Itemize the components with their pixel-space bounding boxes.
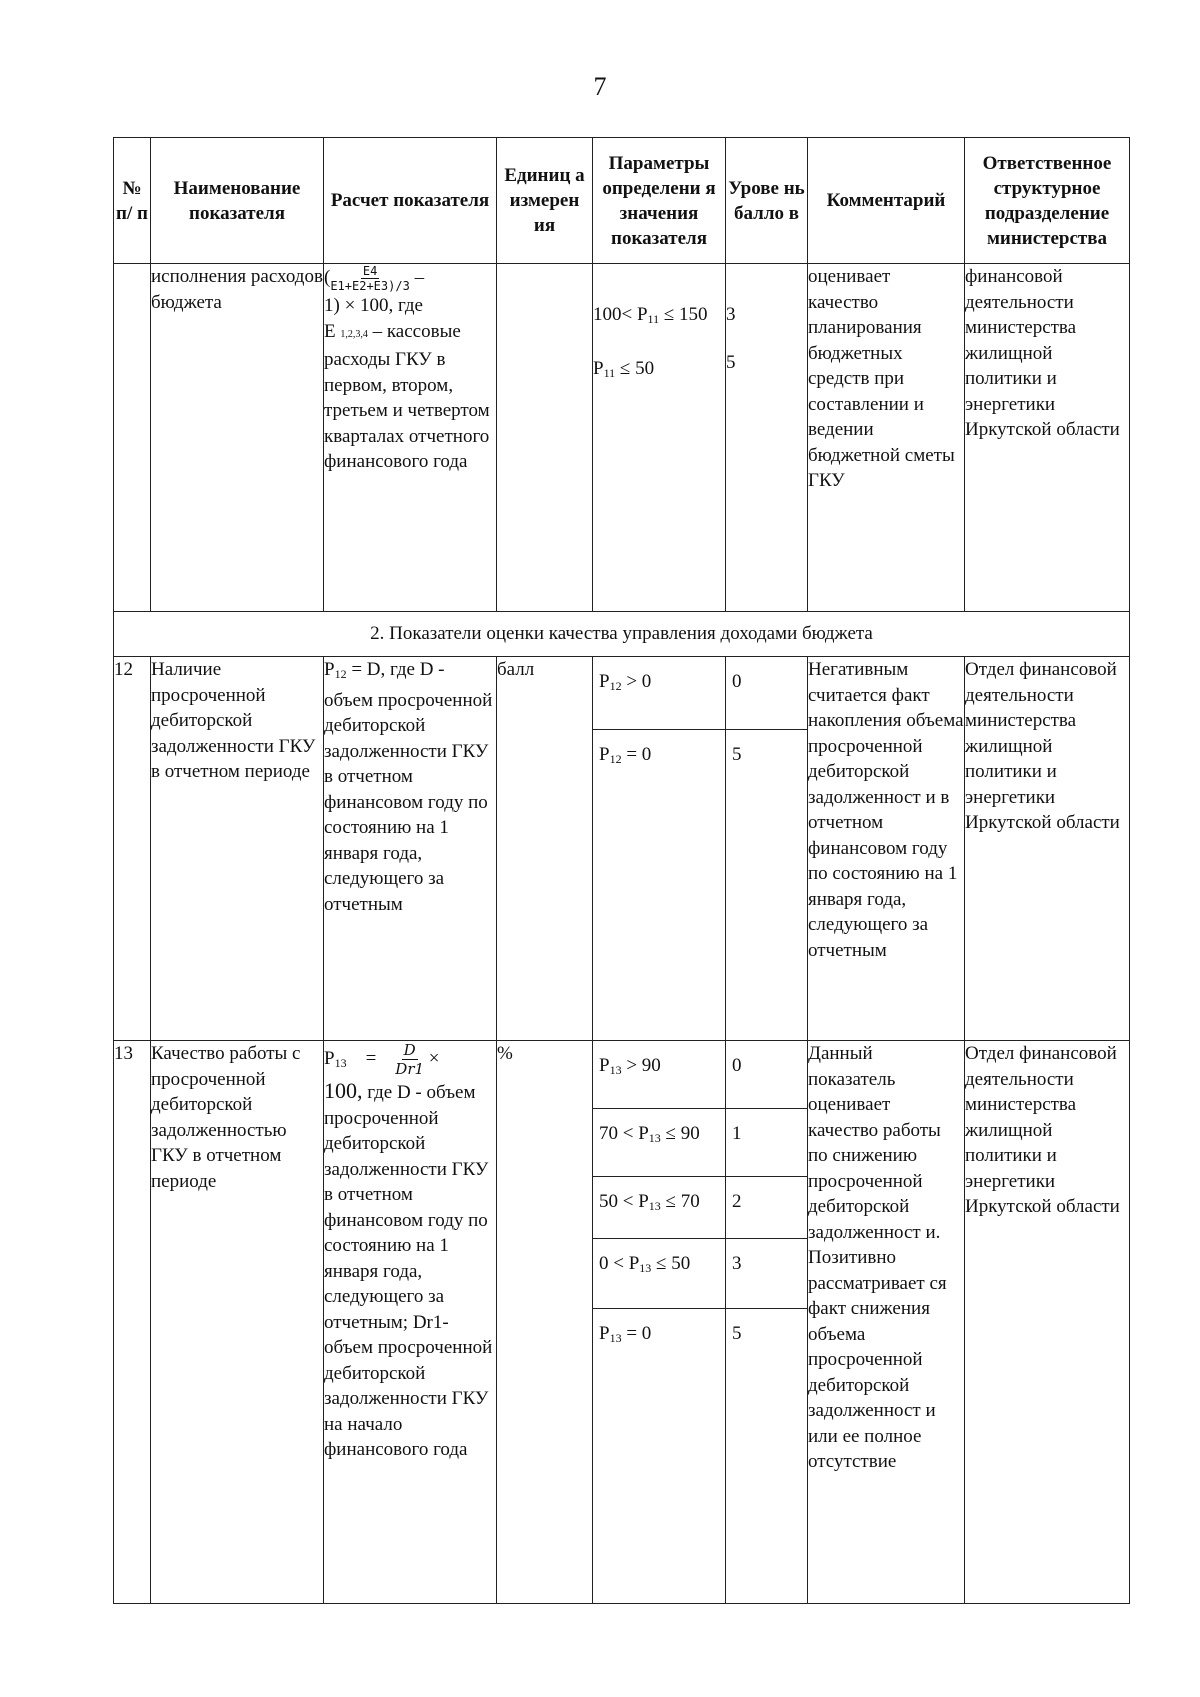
header-level: Урове нь балло в (726, 138, 808, 264)
row13-fraction: $\frac{D}{Dr1}$ (395, 1041, 425, 1078)
row13-name: Качество работы с просроченной дебиторской задолженностью ГКУ в отчетном периоде (151, 1041, 324, 1604)
row11-comment: оценивает качество планирования бюджетных средств при составлении и ведении бюджетной сметы ГКУ (808, 264, 965, 612)
row12-params (593, 657, 726, 1041)
row12-param-1: $P_{12} = 0$ (599, 744, 652, 766)
row13-unit: % (497, 1041, 593, 1604)
row13-param-1: $70 < P_{13} \le 90$ (593, 1109, 725, 1177)
row13-level-1: 1 (726, 1109, 807, 1177)
row11-params: $100< P_{11} \le 150$ $P_{11} \le 50$ (593, 264, 726, 612)
page-number: 7 (593, 72, 607, 101)
row13-level-3: 3 (726, 1239, 807, 1309)
row13-comment: Данный показатель оценивает качество работы по снижению просроченной дебиторской задолженност и. Позитивно рассматривает ся факт снижения объема просроченной дебиторской задолженност и или ее полное отсутствие (808, 1041, 965, 1604)
row12-level (726, 657, 808, 1041)
row12-comment: Негативным считается факт накопления объема просроченной дебиторской задолженност и в отчетном финансовом году по состоянию на 1 января года, следующего за отчетным (808, 657, 965, 1041)
header-comment: Комментарий (808, 138, 965, 264)
section-2-title: 2. Показатели оценки качества управления доходами бюджета (114, 612, 1130, 657)
row11-responsible: финансовой деятельности министерства жилищной политики и энергетики Иркутской области (965, 264, 1130, 612)
row11-calc: ( $\frac{E4}{E1+E2+E3)/3}$ – 1) × 100, где E 1,2,3,4 – кассовые расходы ГКУ в первом, втором, третьем и четвертом кварталах отчетного финансового года (324, 264, 497, 612)
row12-level-1: 5 (732, 744, 742, 765)
header-unit: Единиц а измерен ия (497, 138, 593, 264)
header-params: Параметры определени я значения показателя (593, 138, 726, 264)
row13-level-0: 0 (726, 1041, 807, 1109)
row12-name: Наличие просроченной дебиторской задолженности ГКУ в отчетном периоде (151, 657, 324, 1041)
header-calc: Расчет показателя (324, 138, 497, 264)
header-num: № п/ п (114, 138, 151, 264)
row13-param-2: $50 < P_{13} \le 70$ (593, 1177, 725, 1239)
row11-fraction: $\frac{E4}{E1+E2+E3)/3}$ (330, 264, 410, 293)
row12-responsible: Отдел финансовой деятельности министерства жилищной политики и энергетики Иркутской области (965, 657, 1130, 1041)
row12-param-0: $P_{12} > 0$ (593, 657, 725, 730)
table-row-12 (114, 657, 1130, 1041)
row11-name: исполнения расходов бюджета (151, 264, 324, 612)
row13-num: 13 (114, 1041, 151, 1604)
table-row-13 (114, 1041, 1130, 1604)
row11-unit (497, 264, 593, 612)
row12-level-0: 0 (726, 657, 807, 730)
row13-params (593, 1041, 726, 1604)
row13-level-2: 2 (726, 1177, 807, 1239)
table-row-11-cont (114, 264, 1130, 612)
row13-responsible: Отдел финансовой деятельности министерства жилищной политики и энергетики Иркутской области (965, 1041, 1130, 1604)
row12-calc: $P_{12} = D$, где D - объем просроченной дебиторской задолженности ГКУ в отчетном финансовом году по состоянию на 1 января года, следующего за отчетным (324, 657, 497, 1041)
header-row (114, 138, 1130, 264)
row11-level: 3 5 (726, 264, 808, 612)
row13-param-0: $P_{13} > 90$ (593, 1041, 725, 1109)
row13-param-3: $0 < P_{13} \le 50$ (593, 1239, 725, 1309)
row12-unit: балл (497, 657, 593, 1041)
header-responsible: Ответственное структурное подразделение министерства (965, 138, 1130, 264)
row11-num (114, 264, 151, 612)
row13-calc: $P_{13}$ = $\frac{D}{Dr1}$ × 100, где D - объем просроченной дебиторской задолженности ГКУ в отчетном финансовом году по состоянию на 1 января года, следующего за отчетным; Dr1- объем просроченной дебиторской задолженности ГКУ на начало финансового года (324, 1041, 497, 1604)
header-name: Наименование показателя (151, 138, 324, 264)
row13-level-4: 5 (732, 1323, 742, 1344)
indicators-table (113, 137, 1130, 1604)
row13-level (726, 1041, 808, 1604)
row12-num: 12 (114, 657, 151, 1041)
row13-param-4: $P_{13} = 0$ (599, 1323, 652, 1345)
section-2-row (114, 612, 1130, 657)
